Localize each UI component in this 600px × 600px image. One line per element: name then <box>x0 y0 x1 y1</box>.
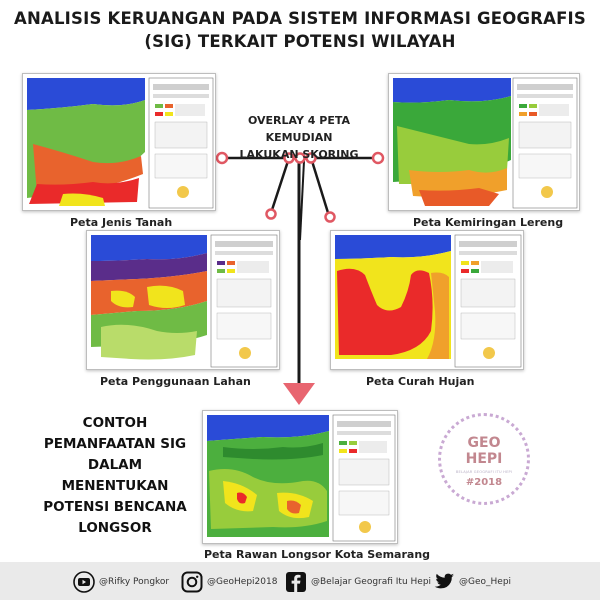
map-label-jenis-tanah: Peta Jenis Tanah <box>70 216 173 229</box>
connector-left-diagonal <box>271 161 288 213</box>
map-curah-hujan <box>330 230 524 370</box>
social-facebook[interactable] <box>284 571 431 593</box>
connector-right-diagonal <box>312 161 329 216</box>
logo-tagline: BELAJAR GEOGRAFI ITU HEPI <box>455 470 513 474</box>
twitter-icon <box>432 571 456 593</box>
connector-vertical-2 <box>300 161 304 240</box>
youtube-icon <box>72 571 96 593</box>
map-label-curah-hujan: Peta Curah Hujan <box>366 375 475 388</box>
logo-line-1: GEO <box>467 435 501 451</box>
twitter-handle: @Geo_Hepi <box>459 577 512 587</box>
instagram-handle: @GeoHepi2018 <box>207 577 278 587</box>
instagram-icon <box>180 571 204 593</box>
page-title-line-2: (SIG) TERKAIT POTENSI WILAYAH <box>144 32 456 51</box>
social-footer <box>0 562 600 600</box>
example-line-4: POTENSI BENCANA <box>43 499 187 515</box>
map-jenis-tanah <box>22 73 216 211</box>
example-line-3: DALAM MENENTUKAN <box>61 457 169 494</box>
connector-arrowhead <box>283 383 315 405</box>
overlay-instruction-line-1: OVERLAY 4 PETA KEMUDIAN <box>247 114 351 144</box>
page-title-line-1: ANALISIS KERUANGAN PADA SISTEM INFORMASI GEOGRAFIS <box>14 9 586 28</box>
youtube-handle: @Rifky Pongkor <box>99 577 170 587</box>
overlay-instruction-line-2: LAKUKAN SKORING <box>239 148 359 161</box>
map-kemiringan-lereng <box>388 73 580 211</box>
logo-year: #2018 <box>465 477 503 488</box>
map-label-kemiringan-lereng: Peta Kemiringan Lereng <box>413 216 564 229</box>
facebook-icon <box>284 571 308 593</box>
example-line-5: LONGSOR <box>78 520 152 536</box>
map-penggunaan-lahan <box>86 230 280 370</box>
logo-line-2: HEPI <box>465 451 503 467</box>
map-label-penggunaan-lahan: Peta Penggunaan Lahan <box>100 375 251 388</box>
social-twitter[interactable] <box>432 571 511 593</box>
example-line-2: PEMANFAATAN SIG <box>43 436 187 452</box>
map-rawan-longsor <box>202 410 398 544</box>
connector-node-bottom-left <box>267 210 276 219</box>
overlay-instruction <box>214 112 384 163</box>
social-instagram[interactable] <box>180 571 277 593</box>
geo-hepi-logo <box>438 413 530 505</box>
facebook-handle: @Belajar Geografi Itu Hepi <box>311 577 432 587</box>
map-label-rawan-longsor: Peta Rawan Longsor Kota Semarang <box>204 548 431 561</box>
example-line-1: CONTOH <box>82 415 148 431</box>
social-youtube[interactable] <box>72 571 169 593</box>
example-description <box>40 413 190 539</box>
connector-node-bottom-right <box>326 213 335 222</box>
